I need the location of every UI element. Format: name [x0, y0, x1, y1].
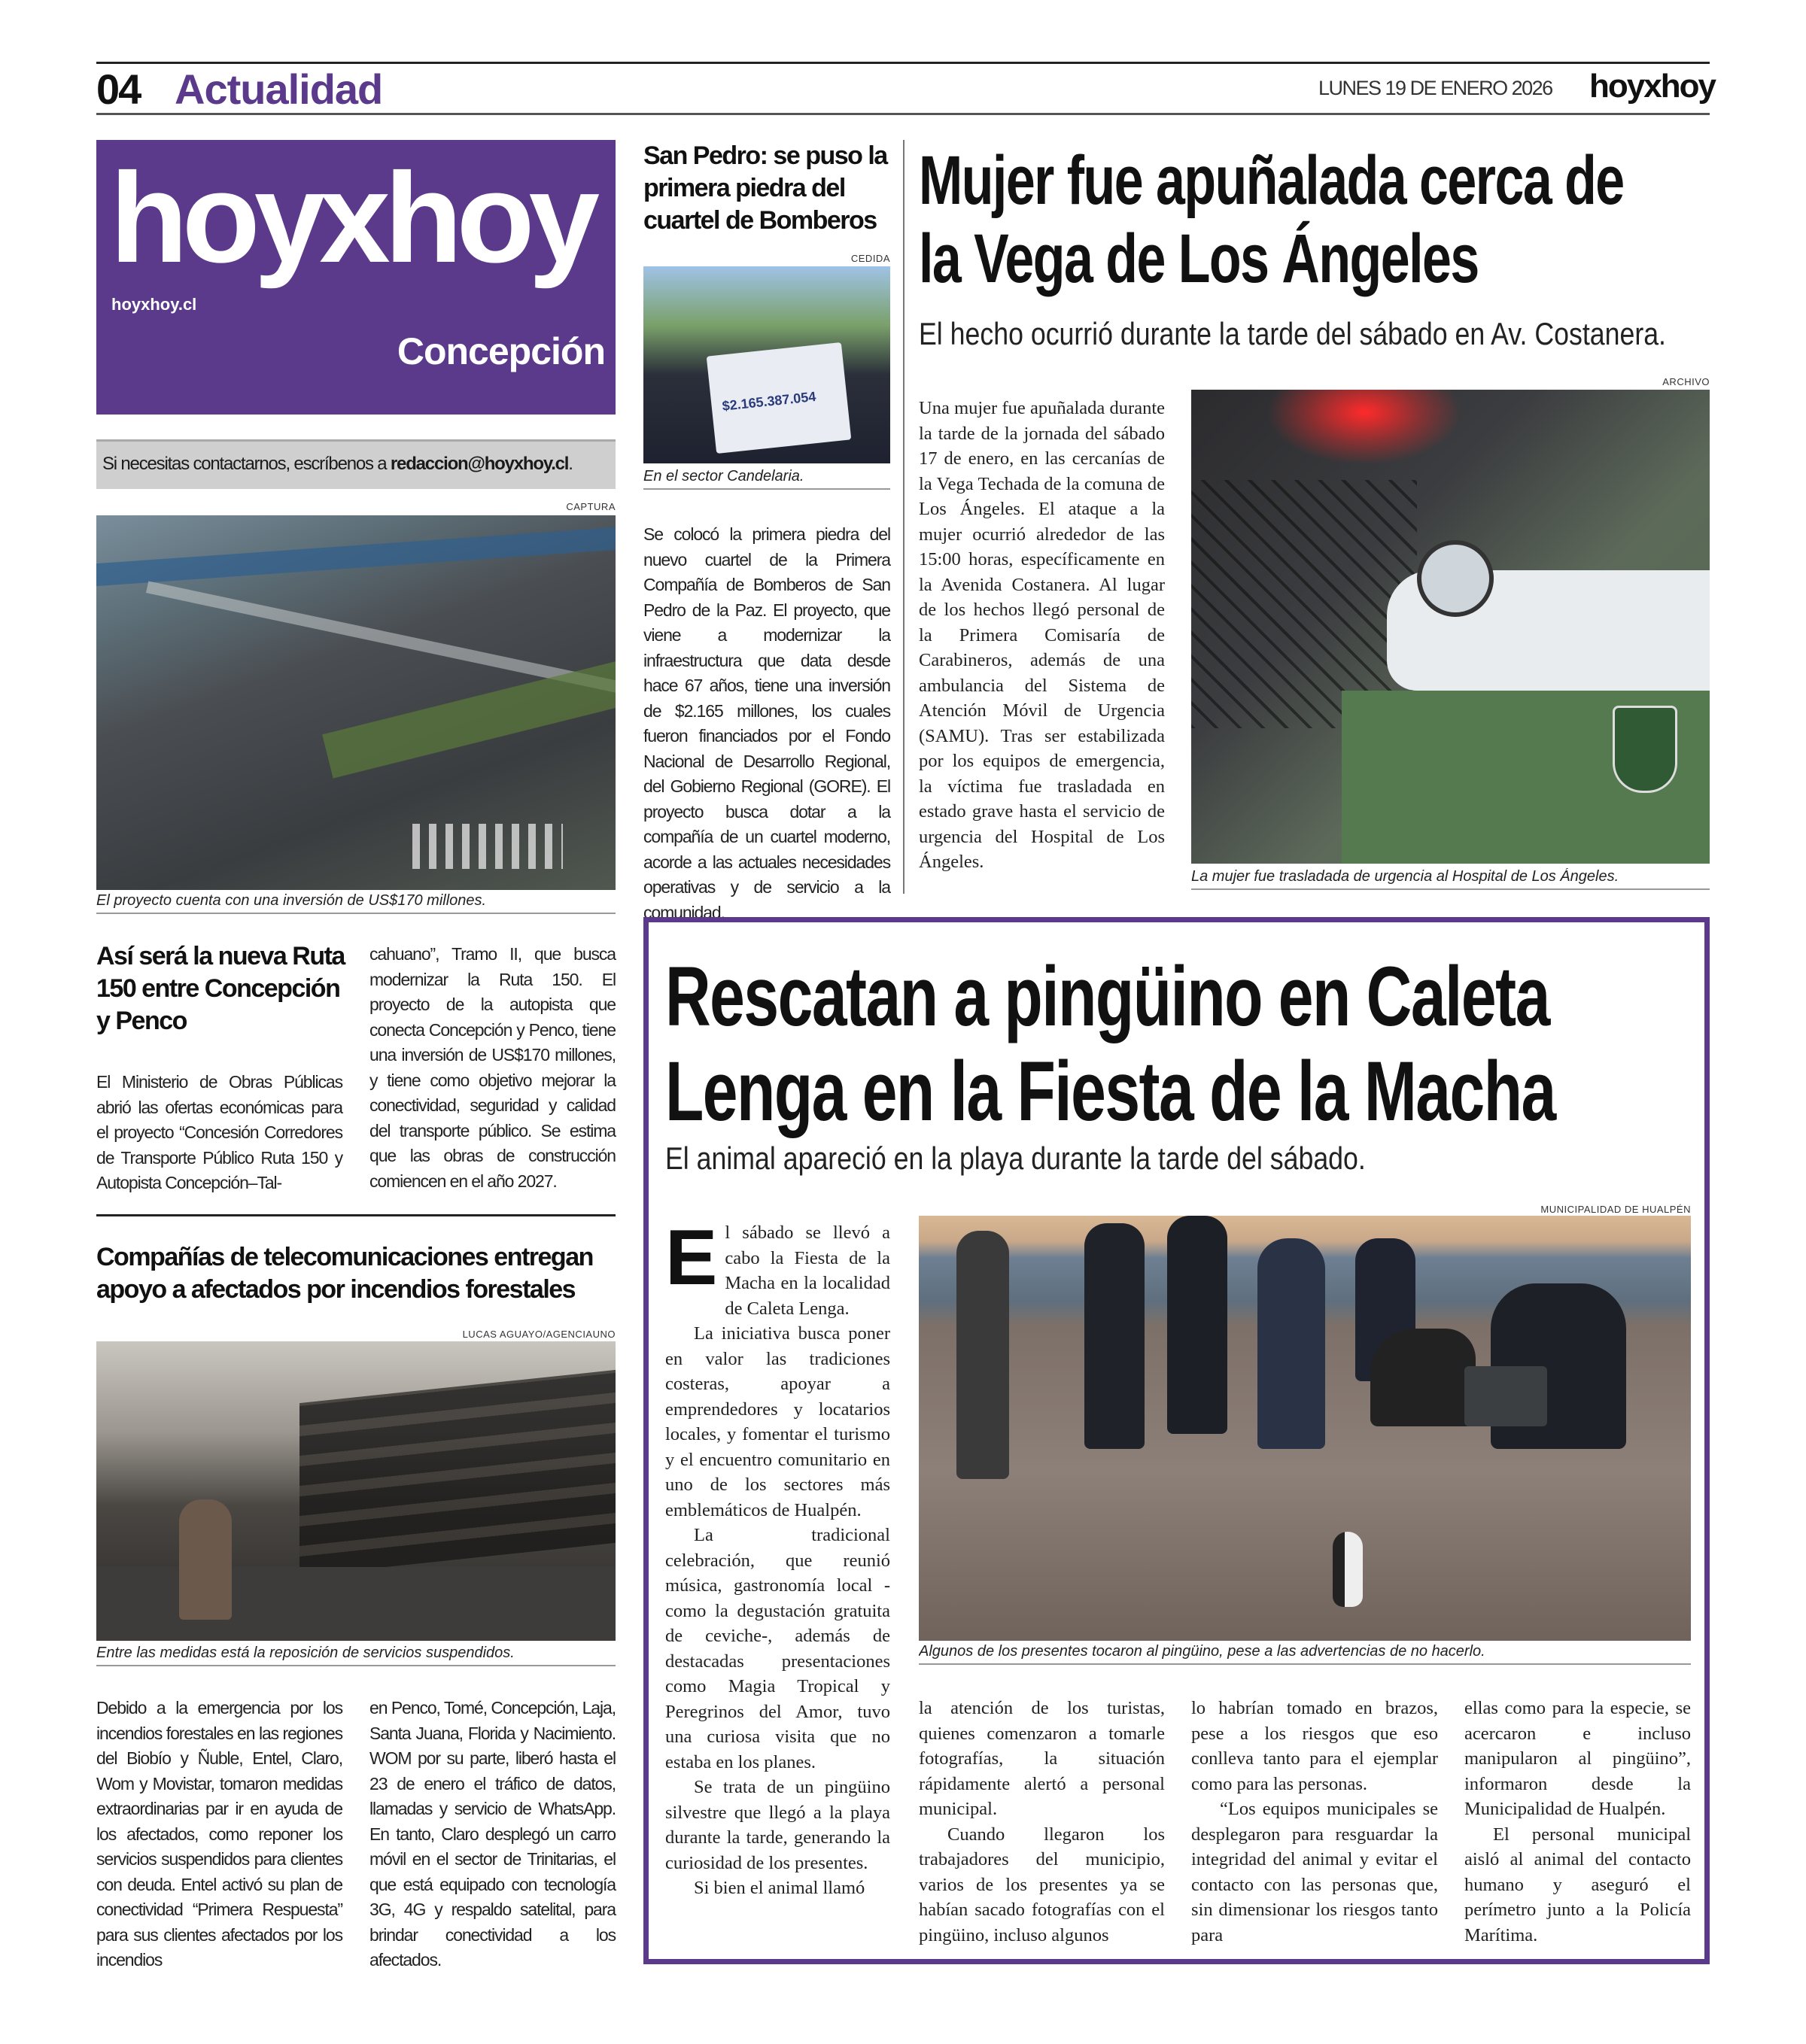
photo-credit: LUCAS AGUAYO/AGENCIAUNO — [462, 1329, 616, 1340]
headline-line: primera piedra del — [643, 174, 845, 202]
promo-logo: hoyxhoy — [110, 147, 594, 290]
article-body-col1 — [665, 1214, 890, 1901]
article-body-col1: Debido a la emergencia por los incendios forestales en las regiones del Biobío y Ñuble, Entel, Claro, Wom y Movistar, tomaron medidas extraordinarias par ir en ayuda de los afectados, como reponer los servicios suspendidos para clientes con deuda. Entel activó su plan de conectividad “Primera Respuesta” para sus clientes afectados por los incendios — [96, 1698, 342, 1970]
fire-damage-photo — [96, 1341, 616, 1641]
article-body-col4 — [1464, 1696, 1691, 1948]
headline-line: cuartel de Bomberos — [643, 206, 877, 235]
person-figure — [1084, 1223, 1145, 1449]
paragraph: “Los equipos municipales se desplegaron para resguardar la integridad del animal y evitar el contacto con las personas que, sin dimensionar los riesgos tanto para — [1191, 1799, 1438, 1945]
headline-line: Así será la nueva Ruta — [96, 942, 345, 970]
headline-line: y Penco — [96, 1007, 187, 1035]
animal-carrier — [1464, 1366, 1547, 1426]
headline-line: Compañías de telecomunicaciones entregan — [96, 1243, 593, 1271]
article-body-col3 — [1191, 1696, 1438, 1948]
crouching-person — [1370, 1329, 1476, 1426]
paragraph: El personal municipal aisló al animal del contacto humano y aseguró el perímetro junto a la Policía Marítima. — [1464, 1824, 1691, 1945]
paragraph: la atención de los turistas, quienes comenzaron a tomarle fotografías, la situación rápidamente alertó a personal municipal. — [919, 1698, 1165, 1819]
carabineros-emblem — [1613, 706, 1677, 793]
photo-credit: ARCHIVO — [1662, 376, 1710, 387]
paragraph: Se trata de un pingüino silvestre que llegó a la playa durante la tarde, generando la curiosidad de los presentes. — [665, 1777, 890, 1873]
lead-paragraph-row — [665, 1214, 890, 1321]
police-car-photo — [1191, 390, 1710, 864]
headline-line: apoyo a afectados por incendios forestales — [96, 1275, 576, 1304]
paragraph: lo habrían tomado en brazos, pese a los riesgos que eso conlleva tanto para el ejemplar como para las personas. — [1191, 1698, 1438, 1794]
subhead-text: El animal apareció en la playa durante la tarde del sábado. — [665, 1140, 1366, 1176]
article-body-col2: cahuano”, Tramo II, que busca modernizar la Ruta 150. El proyecto de la autopista que conecta Concepción y Penco, tiene una inversión de US$170 millones, y tiene como objetivo mejorar la conectividad, seguridad y calidad del transporte público. Se estima que las obras de construcción comiencen en el año 2027. — [369, 944, 616, 1191]
column-divider — [903, 140, 905, 894]
article-body-col2: en Penco, Tomé, Concepción, Laja, Santa Juana, Florida y Nacimiento. WOM por su parte, liberó hasta el 23 de enero el tráfico de datos, llamadas y servicio de WhatsApp. En tanto, Claro desplegó un carro móvil en el sector de Trinitarias, el que está equipado con tecnología 3G, 4G y respaldo satelital, para brindar conectividad a los afectados. — [369, 1698, 616, 1970]
subhead-text: El hecho ocurrió durante la tarde del sábado en Av. Costanera. — [919, 316, 1666, 351]
photo-caption: El proyecto cuenta con una inversión de US$170 millones. — [96, 892, 616, 914]
contact-bar — [96, 439, 616, 489]
person-figure — [956, 1231, 1009, 1479]
photo-caption: Entre las medidas está la reposición de servicios suspendidos. — [96, 1645, 616, 1666]
photo-credit: CAPTURA — [566, 501, 616, 512]
article-subhead — [665, 1140, 1568, 1177]
burned-building — [299, 1370, 616, 1576]
headline-line: Lenga en la Fiesta de la Macha — [665, 1044, 1555, 1138]
paragraph: Cuando llegaron los trabajadores del municipio, varios de los presentes ya se habían sacado fotografías con el pingüino, incluso algunos — [919, 1824, 1165, 1945]
article-headline — [919, 141, 1710, 298]
red-siren-light — [1266, 390, 1462, 465]
article-headline — [96, 1241, 616, 1306]
photo-caption: En el sector Candelaria. — [643, 468, 890, 490]
green-median — [322, 643, 616, 778]
headline-line: Mujer fue apuñalada cerca de — [919, 142, 1624, 219]
promo-site: hoyxhoy.cl — [111, 295, 197, 314]
photo-credit: MUNICIPALIDAD DE HUALPÉN — [1540, 1204, 1691, 1215]
paragraph: l sábado se llevó a cabo la Fiesta de la Macha en la localidad de Caleta Lenga. — [725, 1222, 890, 1319]
article-headline — [96, 940, 345, 1037]
check-board — [707, 342, 852, 454]
page-number: 04 — [96, 65, 141, 113]
train-shape — [96, 527, 616, 586]
contact-suffix: . — [568, 454, 573, 474]
article-body: Se colocó la primera piedra del nuevo cuartel de la Primera Compañía de Bomberos de San Pedro de la Paz. El proyecto, que viene a modernizar la infraestructura que data desde hace 67 años, tiene una inversión de $2.165 millones, los cuales fueron financiados por el Fondo Nacional de Desarrollo Regional, del Gobierno Regional (GORE). El proyecto busca dotar a la compañía de un cuartel moderno, acorde a las actuales necesidades operativas y de servicio a la comunidad. — [643, 524, 890, 922]
headline-line: la Vega de Los Ángeles — [919, 220, 1479, 297]
header-logo: hoyxhoy — [1589, 68, 1715, 105]
paragraph: La tradicional celebración, que reunió música, gastronomía local -como la degustación gratuita de ceviche-, además de destacadas presentaciones como Magia Tropical y Peregrinos del Amor, tuvo una curiosa visita que no estaba en los planes. — [665, 1525, 890, 1772]
article-headline — [643, 140, 892, 237]
section-divider — [96, 1214, 616, 1216]
paragraph: Si bien el animal llamó — [694, 1878, 865, 1898]
article-body-col1: El Ministerio de Obras Públicas abrió las ofertas económicas para el proyecto “Concesión Corredores de Transporte Público Ruta 150 y Autopista Concepción–Tal- — [96, 1072, 342, 1192]
contact-prefix: Si necesitas contactarnos, escríbenos a — [102, 454, 391, 474]
article-body: Una mujer fue apuñalada durante la tarde de la jornada del sábado 17 de enero, en las cercanías de la Vega Techada de la comuna de Los Ángeles. El ataque a la mujer ocurrió alrededor de las 15:00 horas, específicamente en la Avenida Costanera. Al lugar de los hechos llegó personal de la Primera Comisaría de Carabineros, además de una ambulancia del Sistema de Atención Móvil de Urgencia (SAMU). Tras ser estabilizada por los equipos de emergencia, la víctima fue trasladada en estado grave hasta el servicio de urgencia del Hospital de Los Ángeles. — [919, 398, 1165, 872]
promo-city: Concepción — [397, 330, 605, 372]
street — [96, 1567, 616, 1641]
top-rule — [96, 62, 1710, 64]
paragraph: La iniciativa busca poner en valor las tradiciones costeras, apoyar a emprendedores y locatarios locales, y fomentar el turismo y el encuentro comunitario en uno de los sectores más emblemáticos de Hualpén. — [665, 1323, 890, 1520]
section-title: Actualidad — [175, 65, 383, 113]
article-subhead — [919, 316, 1747, 352]
penguin-beach-photo — [919, 1216, 1691, 1641]
promo-logo-box — [96, 140, 616, 415]
photo-caption: La mujer fue trasladada de urgencia al Hospital de Los Ángeles. — [1191, 868, 1710, 890]
photo-credit: CEDIDA — [850, 253, 890, 264]
header-bottom-rule — [96, 113, 1710, 115]
issue-date: LUNES 19 DE ENERO 2026 — [1318, 77, 1552, 99]
contact-email-link[interactable]: redaccion@hoyxhoy.cl — [390, 454, 569, 474]
woman-figure — [179, 1499, 232, 1620]
photo-caption: Algunos de los presentes tocaron al pingüino, pese a las advertencias de no hacerlo. — [919, 1643, 1691, 1665]
penguin — [1333, 1532, 1363, 1607]
person-figure — [1167, 1216, 1227, 1434]
check-amount: $2.165.387.054 — [721, 388, 817, 414]
drop-cap: E — [665, 1214, 718, 1301]
headline-line: 150 entre Concepción — [96, 974, 340, 1003]
ruta150-rendering-photo — [96, 515, 616, 890]
person-figure — [1257, 1238, 1325, 1449]
paragraph: ellas como para la especie, se acercaron e incluso manipularon al pingüino”, informaron desde la Municipalidad de Hualpén. — [1464, 1698, 1691, 1819]
article-body-col2 — [919, 1696, 1165, 1948]
crosswalk — [412, 824, 563, 869]
spotlight — [1417, 540, 1494, 617]
headline-line: San Pedro: se puso la — [643, 141, 887, 170]
firefighters-ceremony-photo — [643, 266, 890, 463]
article-headline — [665, 949, 1689, 1139]
headline-line: Rescatan a pingüino en Caleta — [665, 949, 1549, 1043]
